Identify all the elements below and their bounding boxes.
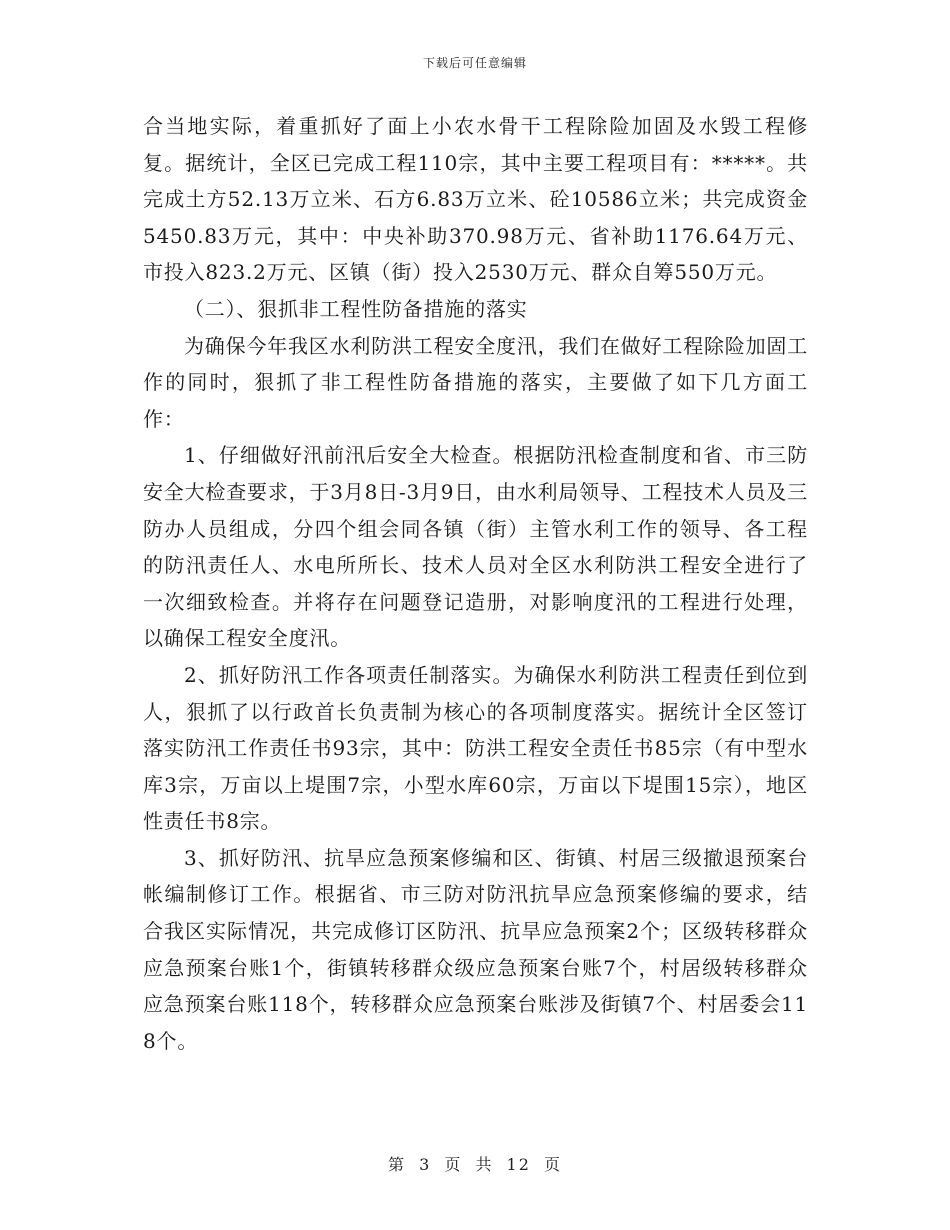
list-item-2: 2、抓好防汛工作各项责任制落实。为确保水利防洪工程责任到位到人，狠抓了以行政首长负责制为核心的各项制度落实。据统计全区签订落实防汛工作责任书93宗，其中：防洪工程安全责任书85宗（有中型水库3宗，万亩以上堤围7宗，小型水库60宗，万亩以下堤围15宗），地区性责任书8宗。 — [143, 662, 808, 834]
document-body — [143, 108, 808, 1059]
section-heading: （二）、狠抓非工程性防备措施的落实 — [184, 296, 528, 321]
page-header: 下载后可任意编辑 — [422, 56, 527, 70]
list-item-1: 1、仔细做好汛前汛后安全大检查。根据防汛检查制度和省、市三防安全大检查要求，于3月8日-3月9日，由水利局领导、工程技术人员及三防办人员组成，分四个组会同各镇（街）主管水利工作的领导、各工程的防汛责任人、水电所所长、技术人员对全区水利防洪工程安全进行了一次细致检查。并将存在问题登记造册，对影响度汛的工程进行处理，以确保工程安全度汛。 — [143, 443, 808, 651]
page-number-footer: 第 3 页 共 12 页 — [388, 1155, 562, 1174]
paragraph: 为确保今年我区水利防洪工程安全度汛，我们在做好工程除险加固工作的同时，狠抓了非工程性防备措施的落实，主要做了如下几方面工作： — [143, 333, 808, 431]
paragraph-continuation: 合当地实际，着重抓好了面上小农水骨干工程除险加固及水毁工程修复。据统计，全区已完成工程110宗，其中主要工程项目有：*****。共完成土方52.13万立米、石方6.83万立米、砼10586立米；共完成资金5450.83万元，其中：中央补助370.98万元、省补助1176.64万元、市投入823.2万元、区镇（街）投入2530万元、群众自筹550万元。 — [143, 114, 808, 285]
list-item-3: 3、抓好防汛、抗旱应急预案修编和区、街镇、村居三级撤退预案台帐编制修订工作。根据省、市三防对防汛抗旱应急预案修编的要求，结合我区实际情况，共完成修订区防汛、抗旱应急预案2个；区级转移群众应急预案台账1个，街镇转移群众级应急预案台账7个，村居级转移群众应急预案台账118个，转移群众应急预案台账涉及街镇7个、村居委会118个。 — [143, 845, 808, 1053]
